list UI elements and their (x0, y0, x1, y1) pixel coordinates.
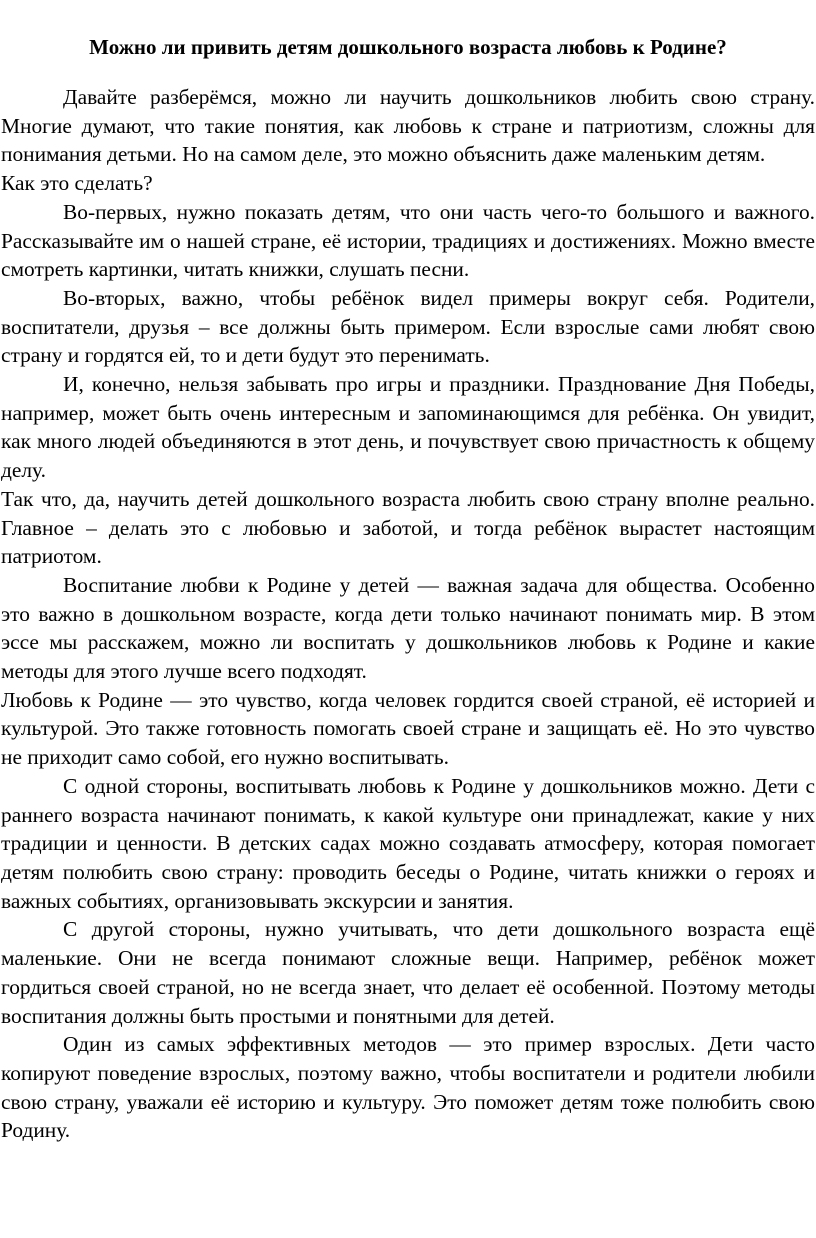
document-body (1, 83, 815, 1145)
paragraph: Как это сделать? (1, 171, 153, 196)
paragraph: Во-вторых, важно, чтобы ребёнок видел примеры вокруг себя. Родители, воспитатели, друзья – все должны быть примером. Если взрослые сами любят свою страну и гордятся ей, то и дети будут это перенимать. (1, 285, 815, 368)
paragraph: И, конечно, нельзя забывать про игры и праздники. Празднование Дня Победы, например, может быть очень интересным и запоминающимся для ребёнка. Он увидит, как много людей объединяются в этот день, и почувствует свою причастность к общему делу. (1, 372, 815, 483)
paragraph: С одной стороны, воспитывать любовь к Родине у дошкольников можно. Дети с раннего возраста начинают понимать, к какой культуре они принадлежат, какие у них традиции и ценности. В детских садах можно создавать атмосферу, которая помогает детям полюбить свою страну: проводить беседы о Родине, читать книжки о героях и важных событиях, организовывать экскурсии и занятия. (1, 773, 815, 913)
document-title: Можно ли привить детям дошкольного возраста любовь к Родине? (89, 35, 727, 59)
paragraph: Один из самых эффективных методов — это пример взрослых. Дети часто копируют поведение взрослых, поэтому важно, чтобы воспитатели и родители любили свою страну, уважали её историю и культуру. Это поможет детям тоже полюбить свою Родину. (1, 1032, 815, 1143)
paragraph: Воспитание любви к Родине у детей — важная задача для общества. Особенно это важно в дошкольном возрасте, когда дети только начинают понимать мир. В этом эссе мы расскажем, можно ли воспитать у дошкольников любовь к Родине и какие методы для этого лучше всего подходят. (1, 572, 815, 684)
paragraph: Так что, да, научить детей дошкольного возраста любить свою страну вполне реально. Главное – делать это с любовью и заботой, и тогда ребёнок вырастет настоящим патриотом. (1, 486, 815, 569)
paragraph: Во-первых, нужно показать детям, что они часть чего-то большого и важного. Рассказывайте им о нашей стране, её истории, традициях и достижениях. Можно вместе смотреть картинки, читать книжки, слушать песни. (1, 199, 815, 282)
paragraph: С другой стороны, нужно учитывать, что дети дошкольного возраста ещё маленькие. Они не всегда понимают сложные вещи. Например, ребёнок может гордиться своей страной, но не всегда знает, что делает её особенной. Поэтому методы воспитания должны быть простыми и понятными для детей. (1, 917, 815, 1028)
paragraph: Любовь к Родине — это чувство, когда человек гордится своей страной, её историей и культурой. Это также готовность помогать своей стране и защищать её. Но это чувство не приходит само собой, его нужно воспитывать. (1, 687, 815, 770)
paragraph: Давайте разберёмся, можно ли научить дошкольников любить свою страну. Многие думают, что такие понятия, как любовь к стране и патриотизм, сложны для понимания детьми. Но на самом деле, это можно объяснить даже маленьким детям. (1, 85, 815, 167)
